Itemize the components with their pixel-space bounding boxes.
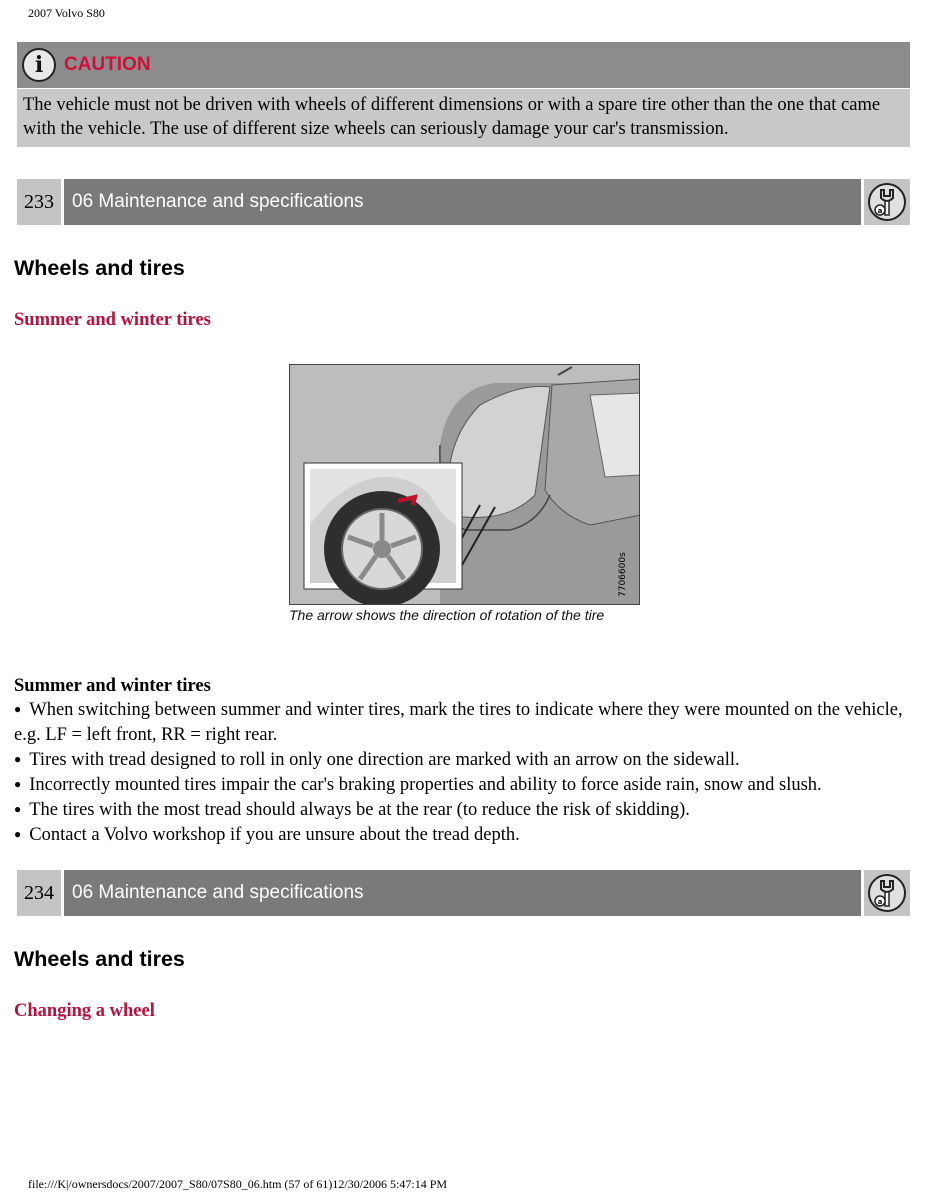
body-text [14,674,914,848]
page-number: 233 [17,179,61,225]
body-subtitle: Summer and winter tires [14,676,211,696]
svg-text:a: a [877,207,883,215]
list-item: ● When switching between summer and winter tires, mark the tires to indicate where they were mounted on the vehicle, e.g. LF = left front, RR = right rear. [14,698,914,747]
list-item: ● The tires with the most tread should always be at the rear (to reduce the risk of skidding). [14,798,914,823]
section-heading: Wheels and tires [14,256,185,280]
svg-text:a: a [877,898,883,906]
tire-rotation-illustration [289,364,640,605]
info-icon: i [22,48,56,82]
bullet-list [14,698,914,848]
list-item: ● Tires with tread designed to roll in only one direction are marked with an arrow on the sidewall. [14,748,914,773]
figure-code: 7706600s [618,552,628,597]
document-title: 2007 Volvo S80 [28,6,105,20]
section-bar-233 [17,179,910,225]
section-heading: Wheels and tires [14,947,185,971]
wrench-icon [864,870,910,916]
list-item: ● Incorrectly mounted tires impair the car's braking properties and ability to force aside rain, snow and slush. [14,773,914,798]
file-path-footer: file:///K|/ownersdocs/2007/2007_S80/07S80_06.htm (57 of 61)12/30/2006 5:47:14 PM [28,1177,448,1191]
subheading: Summer and winter tires [14,310,211,330]
caution-label: CAUTION [64,54,151,75]
list-item: ● Contact a Volvo workshop if you are unsure about the tread depth. [14,823,914,848]
caution-header [17,42,910,88]
chapter-title: 06 Maintenance and specifications [64,179,861,225]
wrench-icon [864,179,910,225]
section-bar-234 [17,870,910,916]
figure-caption: The arrow shows the direction of rotation of the tire [289,607,605,623]
caution-text: The vehicle must not be driven with wheels of different dimensions or with a spare tire other than the one that came with the vehicle. The use of different size wheels can seriously damage your car's transmission. [17,89,910,147]
page-number: 234 [17,870,61,916]
chapter-title: 06 Maintenance and specifications [64,870,861,916]
subheading: Changing a wheel [14,1001,155,1021]
